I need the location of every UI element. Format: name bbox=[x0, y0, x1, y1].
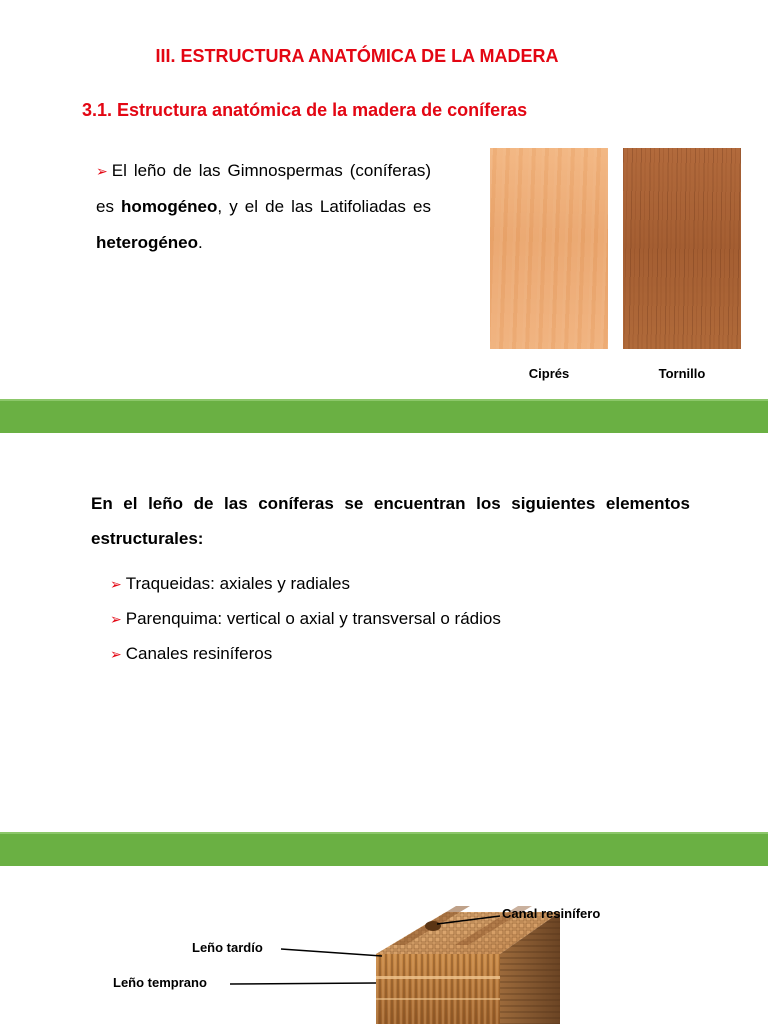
label-canal-resinifero: Canal resinífero bbox=[502, 906, 601, 921]
bullet-arrow-icon: ➢ bbox=[96, 163, 108, 179]
leader-line-temprano bbox=[230, 983, 376, 984]
divider-band-top bbox=[0, 399, 768, 433]
bullet-arrow-icon: ➢ bbox=[110, 611, 122, 627]
section-title: III. ESTRUCTURA ANATÓMICA DE LA MADERA bbox=[155, 46, 559, 66]
intro-bullet bbox=[96, 153, 431, 261]
list-item-text: Canales resiníferos bbox=[125, 644, 273, 663]
bullet-arrow-icon: ➢ bbox=[110, 576, 122, 592]
list-item bbox=[110, 640, 501, 675]
label-leno-tardio: Leño tardío bbox=[192, 940, 263, 955]
tornillo-wood-sample bbox=[623, 148, 741, 349]
divider-band-bottom bbox=[0, 832, 768, 866]
elements-list bbox=[110, 570, 501, 675]
list-item-text: Traqueidas: axiales y radiales bbox=[125, 574, 350, 593]
intro-bold-homogeneo: homogéneo bbox=[121, 197, 218, 216]
wood-anatomy-diagram bbox=[0, 866, 768, 1024]
resin-canal-mark bbox=[425, 921, 441, 931]
bullet-arrow-icon: ➢ bbox=[110, 646, 122, 662]
elements-paragraph: En el leño de las coníferas se encuentran los siguientes elementos estructurales: bbox=[91, 494, 690, 548]
section-subtitle: 3.1. Estructura anatómica de la madera de coníferas bbox=[82, 100, 528, 120]
list-item bbox=[110, 605, 501, 640]
intro-bold-heterogeneo: heterogéneo bbox=[96, 233, 199, 252]
cipres-label: Ciprés bbox=[528, 366, 570, 381]
leader-line-tardio bbox=[281, 949, 382, 956]
intro-text-3: . bbox=[198, 233, 203, 252]
tornillo-label: Tornillo bbox=[658, 366, 706, 381]
list-item-text: Parenquima: vertical o axial y transversal o rádios bbox=[125, 609, 501, 628]
intro-text-2: , y el de las Latifoliadas es bbox=[217, 197, 431, 216]
label-leno-temprano: Leño temprano bbox=[113, 975, 207, 990]
cipres-wood-sample bbox=[490, 148, 608, 349]
intro-text-1: El leño de las Gimnospermas (coníferas) es bbox=[96, 161, 431, 216]
list-item bbox=[110, 570, 501, 605]
